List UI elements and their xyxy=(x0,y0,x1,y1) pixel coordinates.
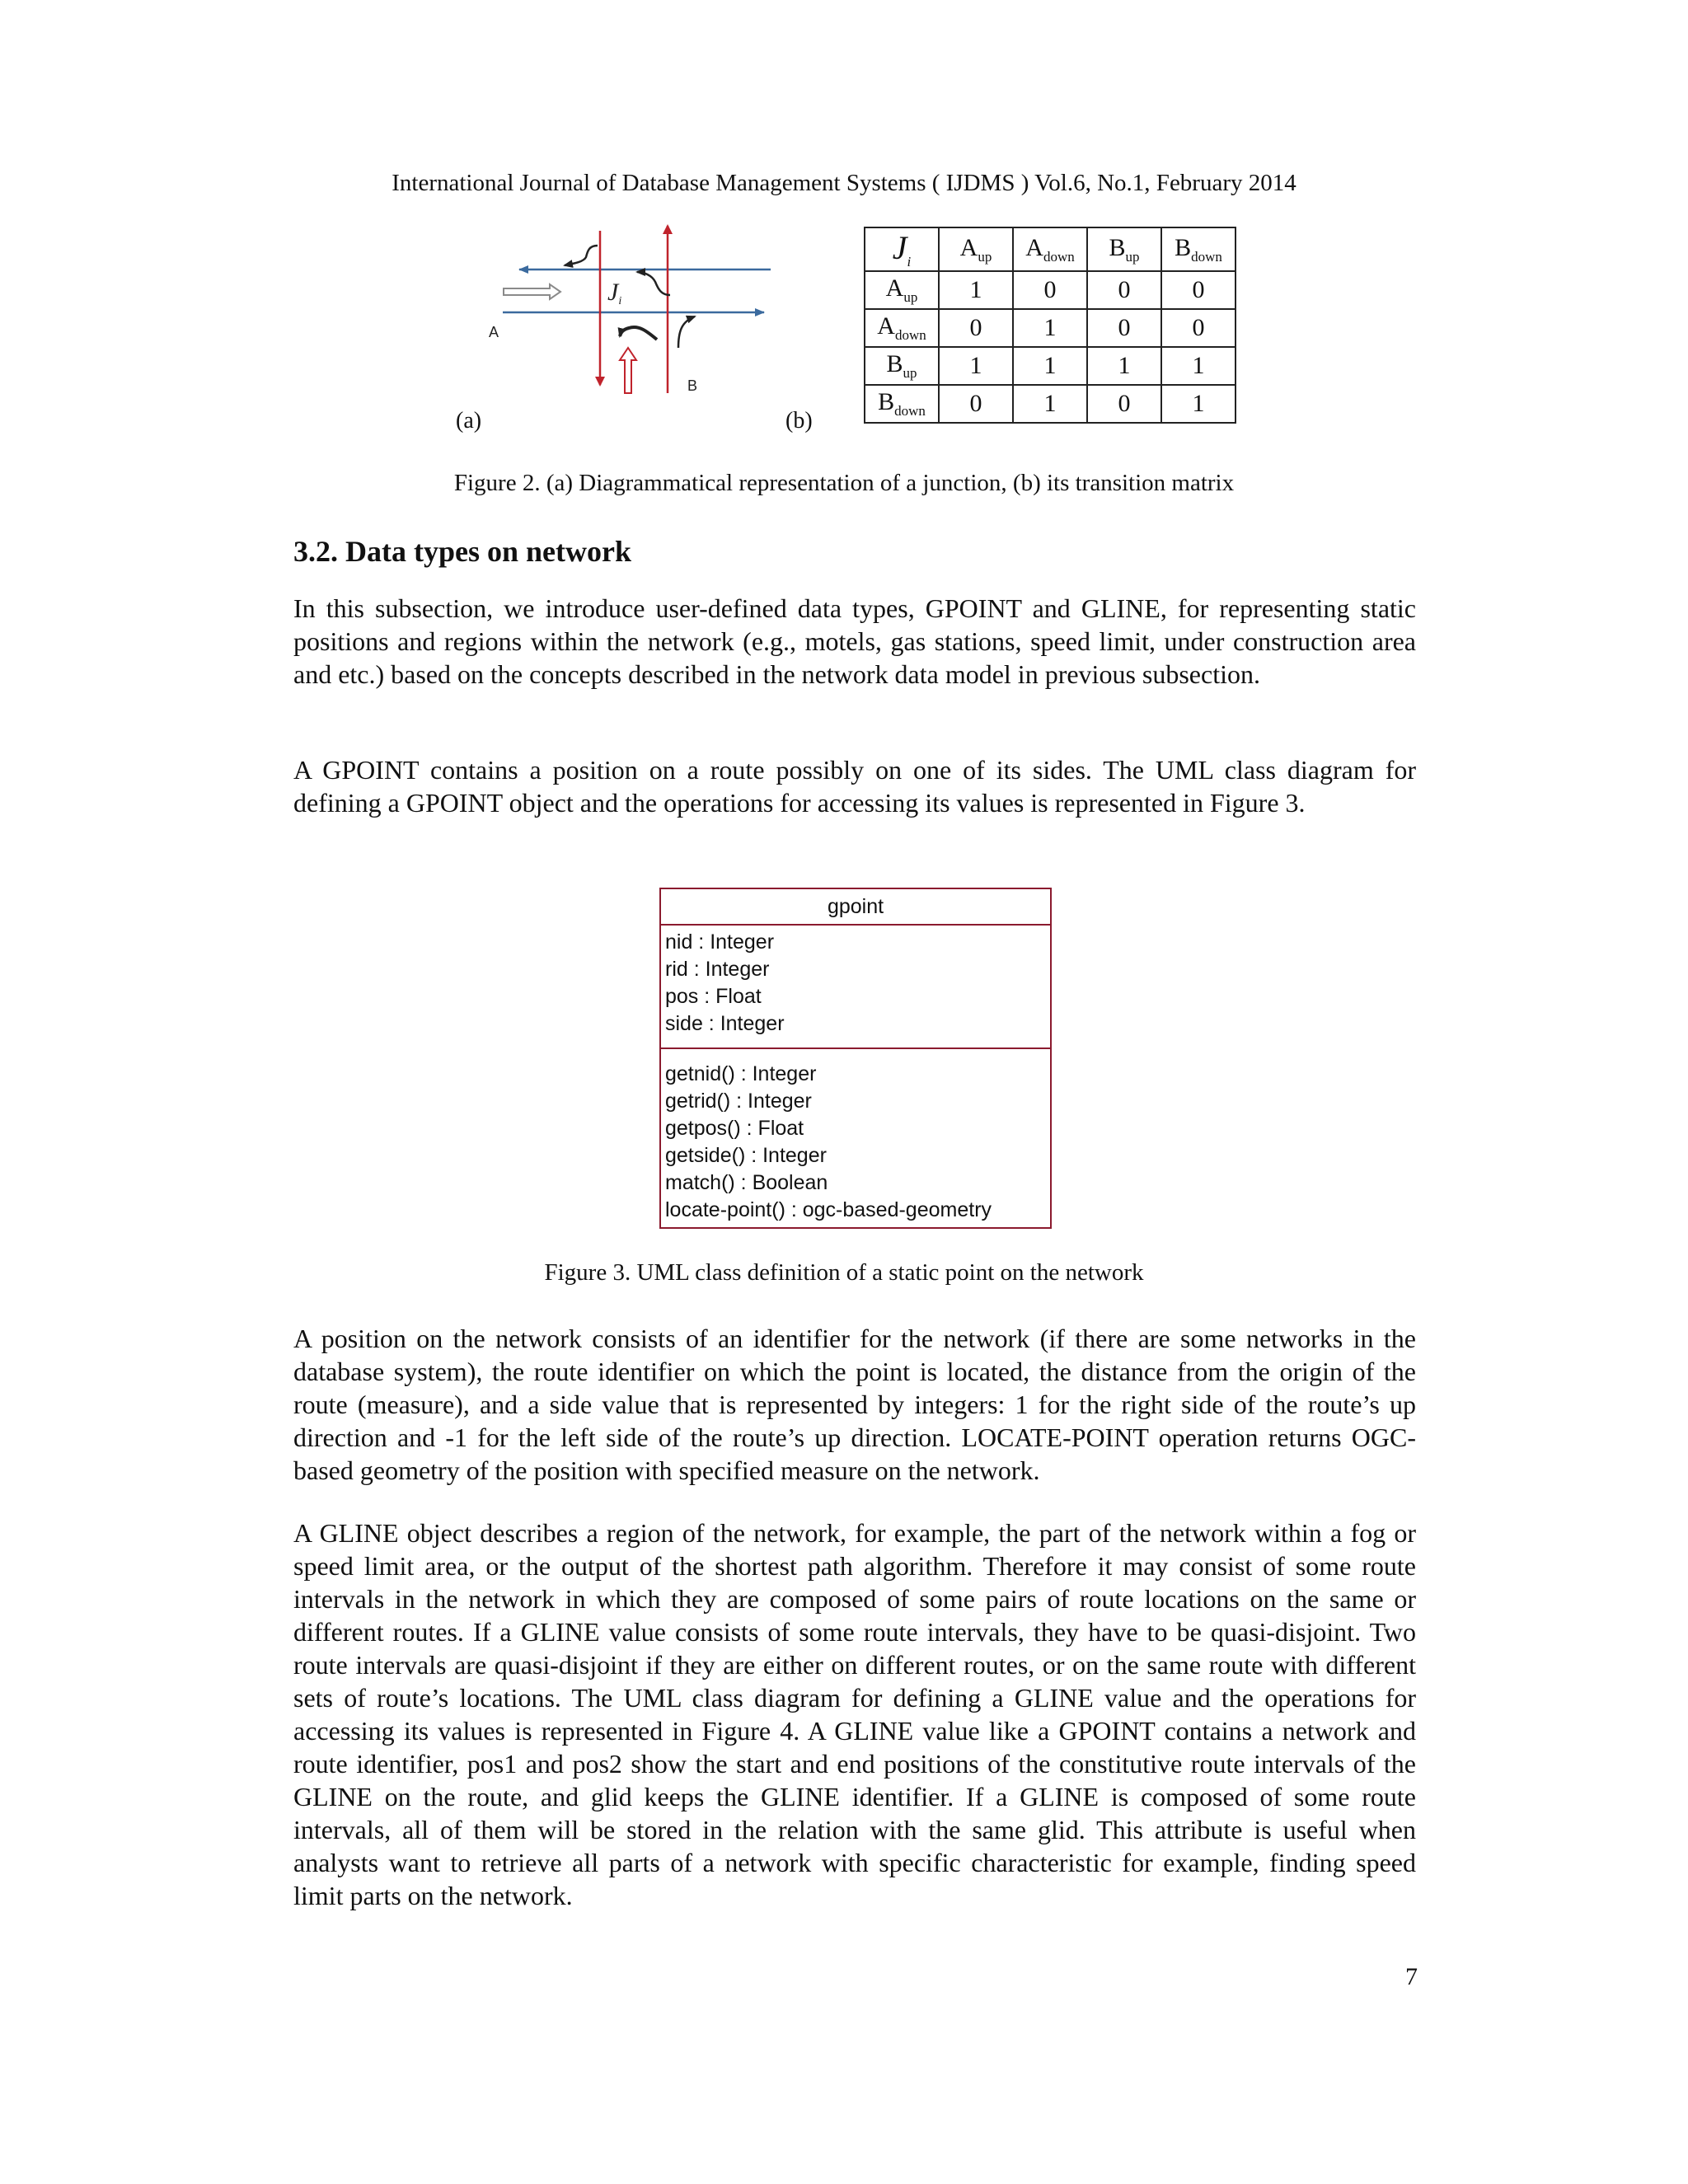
matrix-row-header xyxy=(865,271,939,309)
paragraph-gline: A GLINE object describes a region of the network, for example, the part of the network within a fog or speed limit area, or the output of the shortest path algorithm. Therefore it may consist of some route intervals in the network in which they are composed of some pairs of route locations on the same or different routes. If a GLINE value consists of some route intervals, they have to be quasi-disjoint. Two route intervals are quasi-disjoint if they are either on different routes, or on the same route with different sets of route’s locations. The UML class diagram for defining a GLINE value and the operations for accessing its values is represented in Figure 4. A GLINE value like a GPOINT contains a network and route identifier, pos1 and pos2 show the start and end positions of the constitutive route intervals of the GLINE on the route, and glid keeps the GLINE identifier. If a GLINE is composed of some route intervals, all of them will be stored in the relation with the same glid. This attribute is useful when analysts want to retrieve all parts of a network with specific characteristic for example, finding speed limit parts on the network. xyxy=(293,1518,1416,1910)
matrix-row xyxy=(865,347,1236,385)
matrix-row-header-sub: down xyxy=(894,403,926,419)
uml-operation: getrid() : Integer xyxy=(665,1090,812,1113)
entry-arrow-a-icon xyxy=(504,284,560,299)
matrix-col-header-base: B xyxy=(1109,233,1126,261)
junction-label xyxy=(607,279,621,307)
paragraph-gpoint: A GPOINT contains a position on a route possibly on one of its sides. The UML class diagram for defining a GPOINT object and the operations for accessing its values is represented in Figure 3. xyxy=(293,755,1416,818)
matrix-cell: 0 xyxy=(1161,271,1236,309)
transition-matrix xyxy=(864,227,1236,424)
matrix-cell: 0 xyxy=(1087,385,1161,423)
matrix-col-header xyxy=(939,227,1013,271)
matrix-row-header-sub: up xyxy=(903,289,918,305)
journal-header: International Journal of Database Management Systems ( IJDMS ) Vol.6, No.1, February 2014 xyxy=(392,170,1296,196)
figure-2b-label: (b) xyxy=(785,408,813,434)
junction-diagram xyxy=(474,216,820,405)
matrix-cell: 1 xyxy=(1013,309,1087,347)
matrix-header-row xyxy=(865,227,1236,271)
matrix-cell: 1 xyxy=(939,271,1013,309)
figure-2-caption: Figure 2. (a) Diagrammatical representation of a junction, (b) its transition matrix xyxy=(453,470,1235,496)
matrix-cell: 1 xyxy=(1087,347,1161,385)
road-b-label: B xyxy=(687,377,698,394)
matrix-cell: 0 xyxy=(1161,309,1236,347)
matrix-row xyxy=(865,385,1236,423)
matrix-corner xyxy=(865,227,939,271)
matrix-cell: 0 xyxy=(939,385,1013,423)
matrix-cell: 1 xyxy=(1013,385,1087,423)
matrix-col-header-sub: down xyxy=(1043,248,1075,265)
uml-operation: getside() : Integer xyxy=(665,1144,827,1167)
matrix-row xyxy=(865,271,1236,309)
turn-arrow-icon xyxy=(637,272,670,295)
uml-operation: match() : Boolean xyxy=(665,1171,828,1194)
matrix-row-header-sub: down xyxy=(894,327,926,343)
matrix-row-header xyxy=(865,347,939,385)
matrix-cell: 1 xyxy=(939,347,1013,385)
turn-arrow-icon xyxy=(620,327,657,340)
matrix-row-header-base: B xyxy=(878,388,895,415)
matrix-corner-subscript: i xyxy=(907,254,912,269)
matrix-cell: 1 xyxy=(1161,385,1236,423)
junction-subscript: i xyxy=(618,295,622,307)
matrix-col-header-sub: up xyxy=(978,248,992,265)
matrix-cell: 1 xyxy=(1161,347,1236,385)
uml-operation: locate-point() : ogc-based-geometry xyxy=(665,1198,992,1221)
matrix-cell: 0 xyxy=(939,309,1013,347)
matrix-col-header-base: A xyxy=(959,233,978,261)
matrix-cell: 1 xyxy=(1013,347,1087,385)
uml-operations xyxy=(661,1049,1050,1227)
matrix-row-header-base: B xyxy=(886,350,903,377)
matrix-col-header-base: B xyxy=(1175,233,1192,261)
matrix-row-header-base: A xyxy=(885,274,904,302)
figure-3-caption: Figure 3. UML class definition of a static point on the network xyxy=(544,1259,1144,1286)
matrix-row-header-sub: up xyxy=(903,365,917,381)
section-title: 3.2. Data types on network xyxy=(293,535,631,568)
uml-class-box xyxy=(659,888,1052,1229)
matrix-cell: 0 xyxy=(1087,271,1161,309)
uml-operation: getpos() : Float xyxy=(665,1117,804,1140)
uml-operation: getnid() : Integer xyxy=(665,1062,817,1085)
junction-symbol: J xyxy=(607,279,619,306)
matrix-cell: 0 xyxy=(1013,271,1087,309)
matrix-row-header xyxy=(865,309,939,347)
matrix-col-header-sub: down xyxy=(1191,248,1222,265)
matrix-cell: 0 xyxy=(1087,309,1161,347)
matrix-col-header-sub: up xyxy=(1125,248,1140,265)
paragraph-position: A position on the network consists of an identifier for the network (if there are some networks in the database system), the route identifier on which the point is located, the distance from the origin of the route (measure), and a side value that is represented by integers: 1 for the right side of the route’s up direction and -1 for the left side of the route’s up direction. LOCATE-POINT operation returns OGC-based geometry of the position with specified measure on the network. xyxy=(293,1324,1416,1485)
matrix-col-header xyxy=(1013,227,1087,271)
road-a-label: A xyxy=(489,324,499,340)
matrix-col-header xyxy=(1087,227,1161,271)
uml-attributes xyxy=(661,926,1050,1049)
uml-class-name: gpoint xyxy=(661,889,1050,926)
turn-arrow-icon xyxy=(565,246,598,265)
matrix-corner-symbol: J xyxy=(892,229,907,266)
page-number: 7 xyxy=(1405,1963,1418,1990)
uml-attribute: side : Integer xyxy=(665,1012,785,1035)
uml-attribute: pos : Float xyxy=(665,985,762,1008)
matrix-row xyxy=(865,309,1236,347)
uml-attribute: nid : Integer xyxy=(665,930,775,954)
turn-arrow-icon xyxy=(678,316,695,348)
matrix-col-header-base: A xyxy=(1025,233,1043,261)
matrix-col-header xyxy=(1161,227,1236,271)
uml-attribute: rid : Integer xyxy=(665,958,770,981)
paragraph-intro: In this subsection, we introduce user-defined data types, GPOINT and GLINE, for representing static positions and regions within the network (e.g., motels, gas stations, speed limit, under construction area and etc.) based on the concepts described in the network data model in previous subsection. xyxy=(293,593,1416,689)
matrix-row-header-base: A xyxy=(877,312,895,340)
figure-2a-label: (a) xyxy=(456,408,482,434)
entry-arrow-b-icon xyxy=(620,348,636,393)
matrix-row-header xyxy=(865,385,939,423)
